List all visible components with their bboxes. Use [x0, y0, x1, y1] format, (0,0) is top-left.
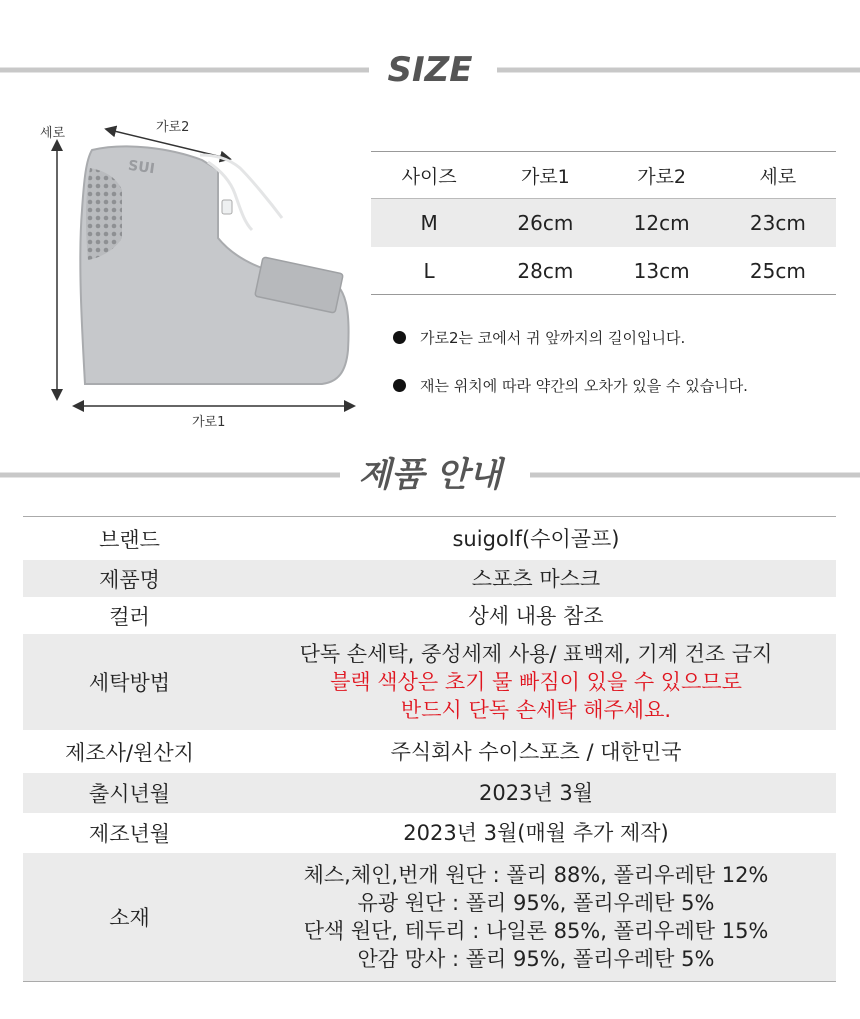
note-item: [393, 361, 843, 409]
info-label: 소재: [109, 906, 150, 930]
info-row-washing: [23, 634, 836, 730]
note-text: 가로2는 코에서 귀 앞까지의 길이입니다.: [420, 328, 686, 347]
material-line: 유광 원단 : 폴리 95%, 폴리우레탄 5%: [357, 891, 715, 915]
material-line: 단색 원단, 테두리 : 나일론 85%, 폴리우레탄 15%: [303, 919, 769, 943]
info-row-color: [23, 597, 836, 634]
dimension-label-width2: 가로2: [156, 120, 190, 135]
table-header-cell: 사이즈: [401, 165, 457, 188]
table-row: [371, 247, 836, 295]
info-row-release-date: [23, 773, 836, 813]
info-value: 상세 내용 참조: [468, 603, 604, 628]
table-cell: 23cm: [749, 211, 806, 235]
info-value: [236, 861, 836, 973]
table-cell: M: [420, 211, 438, 235]
material-line: 안감 망사 : 폴리 95%, 폴리우레탄 5%: [357, 947, 715, 971]
info-label: 제조년월: [88, 822, 171, 846]
washing-warning: 블랙 색상은 초기 물 빠짐이 있을 수 있으므로: [330, 670, 742, 694]
info-value: 2023년 3월: [478, 781, 594, 805]
mask-body: [80, 146, 348, 384]
table-header-cell: 세로: [759, 165, 797, 188]
dimension-label-vertical: 세로: [40, 126, 66, 141]
info-row-material: [23, 853, 836, 981]
material-line: 체스,체인,번개 원단 : 폴리 88%, 폴리우레탄 12%: [303, 863, 769, 887]
info-label: 출시년월: [88, 782, 171, 806]
info-value: 스포츠 마스크: [471, 566, 601, 591]
table-cell: 13cm: [633, 258, 690, 283]
info-row-product-name: [23, 560, 836, 597]
info-label: 제조사/원산지: [65, 740, 194, 765]
product-section-header: [0, 455, 860, 495]
size-notes: [393, 313, 843, 409]
info-row-manufacture-date: [23, 813, 836, 853]
info-value: suigolf(수이골프): [452, 526, 620, 551]
table-cell: 12cm: [633, 211, 690, 235]
size-section-header: [0, 50, 860, 90]
table-row: [371, 199, 836, 247]
size-title: SIZE: [369, 50, 490, 90]
bullet-icon: [393, 331, 406, 344]
table-cell: L: [423, 258, 435, 283]
washing-warning: 반드시 단독 손세탁 해주세요.: [400, 698, 672, 722]
logo-text: SUI: [127, 157, 156, 178]
product-title: 제품 안내: [340, 455, 519, 495]
size-table: [371, 151, 836, 295]
table-cell: 26cm: [517, 211, 574, 235]
bullet-icon: [393, 379, 406, 392]
mask-drawing: [30, 110, 360, 440]
info-value: 2023년 3월(매월 추가 제작): [403, 821, 669, 845]
mask-illustration: [30, 110, 360, 440]
washing-instruction: 단독 손세탁, 중성세제 사용/ 표백제, 기계 건조 금지: [299, 642, 773, 666]
note-text: 재는 위치에 따라 약간의 오차가 있을 수 있습니다.: [420, 376, 748, 395]
table-header-cell: 가로2: [637, 165, 687, 188]
dimension-label-width1: 가로1: [192, 415, 226, 430]
info-label: 세탁방법: [88, 671, 171, 695]
table-cell: 28cm: [517, 258, 574, 283]
info-row-brand: [23, 517, 836, 560]
info-value: [236, 640, 836, 724]
info-label: 제품명: [99, 567, 160, 592]
table-header-cell: 가로1: [520, 165, 570, 188]
cord-stopper: [222, 200, 232, 214]
info-row-manufacturer: [23, 730, 836, 773]
info-label: 컬러: [109, 604, 150, 629]
info-value: 주식회사 수이스포츠 / 대한민국: [390, 739, 682, 764]
table-cell: 25cm: [749, 258, 806, 283]
product-info-table: [23, 516, 836, 982]
info-label: 브랜드: [99, 527, 160, 552]
note-item: [393, 313, 843, 361]
size-table-header: [371, 151, 836, 199]
